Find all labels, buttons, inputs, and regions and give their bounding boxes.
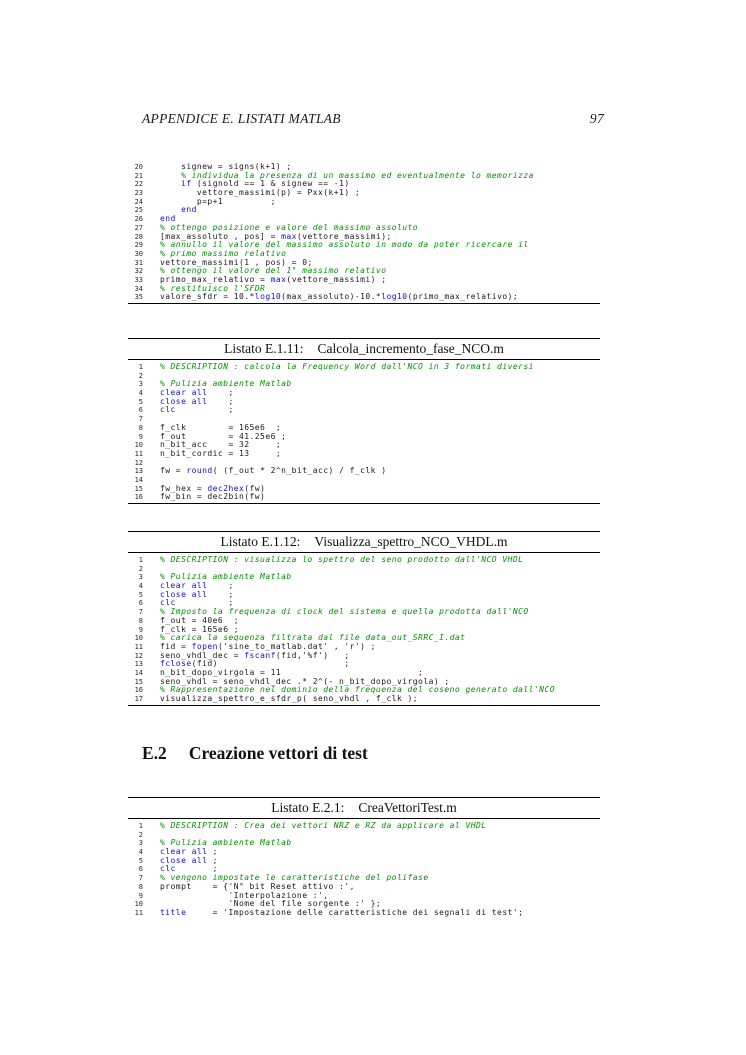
code-text xyxy=(160,266,386,275)
code-keyword: close all xyxy=(160,855,208,865)
code-line xyxy=(128,205,600,214)
code-line xyxy=(128,685,600,694)
code-line xyxy=(128,258,600,267)
code-line xyxy=(128,284,600,293)
code-line xyxy=(128,379,600,388)
code-text xyxy=(160,891,329,900)
code-text xyxy=(160,677,450,686)
code-text xyxy=(160,397,234,406)
code-text xyxy=(160,856,218,865)
code-plain: n_bit_acc = 32 ; xyxy=(160,440,282,450)
code-text xyxy=(160,694,418,703)
code-comment: % Pulizia ambiente Matlab xyxy=(160,838,292,848)
code-comment: % annullo il valore del massimo assoluto in modo da poter ricercare il xyxy=(160,240,529,250)
code-keyword: end xyxy=(160,214,176,224)
code-text xyxy=(160,685,555,694)
code-line xyxy=(128,581,600,590)
code-line xyxy=(128,564,600,573)
code-plain xyxy=(160,205,181,214)
code-text xyxy=(160,258,313,267)
line-number: 23 xyxy=(134,189,143,198)
code-plain: p=p+1 ; xyxy=(160,196,276,206)
code-line xyxy=(128,484,600,493)
code-line xyxy=(128,362,600,371)
line-number: 9 xyxy=(138,891,143,900)
section-number: E.2 xyxy=(142,743,167,763)
code-text xyxy=(160,171,534,180)
code-text xyxy=(160,625,239,634)
code-comment: % restituisco l'SFDR xyxy=(160,283,266,293)
line-number: 21 xyxy=(134,171,143,180)
code-keyword: fclose xyxy=(160,659,192,669)
section-title: Creazione vettori di test xyxy=(188,743,368,763)
code-line xyxy=(128,449,600,458)
line-number: 6 xyxy=(138,599,143,608)
code-text xyxy=(160,864,218,873)
code-plain: seno_vhdl = seno_vhdl_dec .* 2^(- n_bit_dopo_virgola) ; xyxy=(160,676,450,686)
code-text xyxy=(160,362,534,371)
code-line xyxy=(128,397,600,406)
line-number: 29 xyxy=(134,241,143,250)
code-text xyxy=(160,223,418,232)
code-line xyxy=(128,179,600,188)
code-plain: f_out = 41.25e6 ; xyxy=(160,431,287,441)
code-line xyxy=(128,423,600,432)
line-number: 28 xyxy=(134,232,143,241)
code-keyword: max xyxy=(270,274,287,284)
line-number: 14 xyxy=(134,475,143,484)
code-comment: % DESCRIPTION : calcola la Frequency Word dall'NCO in 3 formati diversi xyxy=(160,362,534,371)
code-keyword: if xyxy=(181,179,192,189)
code-plain: ; xyxy=(207,581,234,591)
listing-rule xyxy=(128,705,600,706)
code-line xyxy=(128,694,600,703)
code-text xyxy=(160,838,292,847)
code-comment: % Pulizia ambiente Matlab xyxy=(160,572,292,582)
line-number: 8 xyxy=(138,882,143,891)
code-text xyxy=(160,466,386,475)
code-keyword: clc xyxy=(160,864,176,874)
code-text xyxy=(160,249,286,258)
code-keyword: end xyxy=(181,205,197,215)
code-comment: % Imposto la frequenza di clock del sistema e quella prodotta dall'NCO xyxy=(160,607,529,617)
code-plain: f_out = 40e6 ; xyxy=(160,615,239,625)
code-plain: n_bit_cordic = 13 ; xyxy=(160,448,282,458)
code-keyword: max xyxy=(281,231,297,241)
section-heading xyxy=(142,743,368,764)
code-line xyxy=(128,616,600,625)
code-line xyxy=(128,197,600,206)
code-text xyxy=(160,240,529,249)
code-body xyxy=(128,553,600,705)
code-text xyxy=(160,205,197,214)
code-line xyxy=(128,882,600,891)
line-number: 13 xyxy=(134,467,143,476)
code-line xyxy=(128,633,600,642)
line-number: 4 xyxy=(138,848,143,857)
running-title: APPENDICE E. LISTATI MATLAB xyxy=(142,111,341,126)
listing-caption-label: Listato E.2.1: xyxy=(271,800,345,815)
code-plain: ; xyxy=(175,864,218,874)
line-number: 15 xyxy=(134,677,143,686)
code-keyword: clear all xyxy=(160,388,208,398)
line-number: 1 xyxy=(138,556,143,564)
line-number: 24 xyxy=(134,197,143,206)
code-line xyxy=(128,492,600,501)
code-plain: fid = xyxy=(160,641,192,651)
code-line xyxy=(128,821,600,830)
code-line xyxy=(128,275,600,284)
code-plain: (fw) xyxy=(244,483,266,493)
code-text xyxy=(160,616,239,625)
code-line xyxy=(128,830,600,839)
line-number: 17 xyxy=(134,695,143,703)
code-plain: fw = xyxy=(160,466,187,476)
code-plain: (max_assoluto)-10.* xyxy=(281,292,382,302)
code-listing-continuation xyxy=(128,160,600,304)
code-line xyxy=(128,607,600,616)
line-number: 16 xyxy=(134,686,143,695)
code-text xyxy=(160,572,292,581)
code-plain: ; xyxy=(207,855,218,865)
code-text xyxy=(160,214,176,223)
line-number: 15 xyxy=(134,484,143,493)
listing-caption xyxy=(128,798,600,818)
code-text xyxy=(160,371,165,380)
code-text xyxy=(160,908,523,917)
code-line xyxy=(128,232,600,241)
code-keyword: title xyxy=(160,907,187,917)
code-plain: (primo_max_relativo); xyxy=(407,292,519,302)
line-number: 26 xyxy=(134,215,143,224)
code-line xyxy=(128,899,600,908)
code-text xyxy=(160,607,529,616)
code-text xyxy=(160,188,360,197)
code-body xyxy=(128,360,600,503)
code-line xyxy=(128,847,600,856)
line-number: 22 xyxy=(134,180,143,189)
code-line xyxy=(128,856,600,865)
line-number: 35 xyxy=(134,293,143,302)
code-text xyxy=(160,162,292,171)
line-number: 11 xyxy=(134,449,143,458)
code-line xyxy=(128,873,600,882)
code-text xyxy=(160,555,523,564)
code-keyword: close all xyxy=(160,589,208,599)
code-plain: valore_sfdr = 10.* xyxy=(160,292,255,302)
line-number: 6 xyxy=(138,406,143,415)
code-line xyxy=(128,864,600,873)
code-line xyxy=(128,240,600,249)
code-plain: signew = signs(k+1) ; xyxy=(160,162,292,171)
listing-caption-filename: CreaVettoriTest.m xyxy=(358,800,457,815)
code-comment: % carica la sequenza filtrata dal file data_out_SRRC_I.dat xyxy=(160,633,466,643)
code-listing-e-1-12 xyxy=(128,531,600,706)
code-line xyxy=(128,891,600,900)
code-text xyxy=(160,830,165,839)
line-number: 4 xyxy=(138,582,143,591)
line-number: 1 xyxy=(138,363,143,371)
code-text xyxy=(160,179,350,188)
code-text xyxy=(160,668,423,677)
line-number: 11 xyxy=(134,642,143,651)
line-number: 25 xyxy=(134,206,143,215)
line-number: 12 xyxy=(134,458,143,467)
code-text xyxy=(160,492,265,501)
code-line xyxy=(128,188,600,197)
code-text xyxy=(160,633,465,642)
line-number: 14 xyxy=(134,668,143,677)
code-text xyxy=(160,847,218,856)
line-number: 27 xyxy=(134,223,143,232)
listing-caption-label: Listato E.1.12: xyxy=(220,534,301,549)
page-number: 97 xyxy=(589,111,604,126)
code-plain: 'Nome del file sorgente :' }; xyxy=(160,899,382,909)
code-plain: = 'Impostazione delle caratteristiche dei segnali di test'; xyxy=(186,907,524,917)
code-listing-e-2-1 xyxy=(128,797,600,919)
code-plain: (vettore_massimi); xyxy=(296,231,392,241)
code-line xyxy=(128,625,600,634)
code-text xyxy=(160,581,234,590)
code-line xyxy=(128,249,600,258)
line-number: 16 xyxy=(134,493,143,502)
line-number: 12 xyxy=(134,651,143,660)
code-plain: (signold == 1 & signew == -1) xyxy=(191,179,350,189)
code-text xyxy=(160,449,281,458)
code-line xyxy=(128,668,600,677)
line-number: 6 xyxy=(138,865,143,874)
code-plain: prompt = {'N° bit Reset attivo :', xyxy=(160,881,355,891)
code-comment: % DESCRIPTION : visualizza lo spettro del seno prodotto dall'NCO VHDL xyxy=(160,555,524,564)
line-number: 33 xyxy=(134,275,143,284)
line-number: 8 xyxy=(138,616,143,625)
code-line xyxy=(128,555,600,564)
line-number: 10 xyxy=(134,634,143,643)
code-text xyxy=(160,284,265,293)
code-line xyxy=(128,651,600,660)
code-line xyxy=(128,677,600,686)
code-text xyxy=(160,873,429,882)
code-plain: ; xyxy=(207,396,234,406)
code-comment: % individua la presenza di un massimo ed eventualmente lo memorizza xyxy=(160,170,534,180)
code-text xyxy=(160,484,265,493)
line-number: 3 xyxy=(138,573,143,582)
code-line xyxy=(128,475,600,484)
code-line xyxy=(128,388,600,397)
code-text xyxy=(160,197,276,206)
code-comment: % Pulizia ambiente Matlab xyxy=(160,379,292,389)
code-line xyxy=(128,405,600,414)
code-plain: fw_bin = dec2bin(fw) xyxy=(160,492,266,502)
line-number: 4 xyxy=(138,389,143,398)
code-text xyxy=(160,232,392,241)
code-text xyxy=(160,292,518,301)
code-text xyxy=(160,821,487,830)
code-comment: % ottengo il valore del 1° massimo relativo xyxy=(160,266,387,276)
listing-caption xyxy=(128,339,600,359)
code-line xyxy=(128,642,600,651)
code-line xyxy=(128,590,600,599)
code-line xyxy=(128,838,600,847)
code-line xyxy=(128,440,600,449)
line-number: 10 xyxy=(134,900,143,909)
line-number: 34 xyxy=(134,284,143,293)
code-plain: vettore_massimi(1 , pos) = 0; xyxy=(160,257,313,267)
code-text xyxy=(160,651,350,660)
code-keyword: fscanf xyxy=(244,650,276,660)
line-number: 13 xyxy=(134,660,143,669)
line-number: 31 xyxy=(134,258,143,267)
code-line xyxy=(128,458,600,467)
code-text xyxy=(160,899,381,908)
line-number: 5 xyxy=(138,590,143,599)
page-header xyxy=(142,111,604,127)
code-line xyxy=(128,432,600,441)
listing-rule xyxy=(128,303,600,304)
code-plain: f_clk = 165e6 ; xyxy=(160,422,282,432)
line-number: 2 xyxy=(138,371,143,380)
code-keyword: log10 xyxy=(381,292,408,302)
code-line xyxy=(128,162,600,171)
code-plain: ; xyxy=(175,405,234,415)
line-number: 7 xyxy=(138,608,143,617)
code-text xyxy=(160,388,234,397)
code-line xyxy=(128,466,600,475)
code-keyword: clc xyxy=(160,405,176,415)
listing-caption-filename: Calcola_incremento_fase_NCO.m xyxy=(317,341,504,356)
code-text xyxy=(160,423,281,432)
code-plain: visualizza_spettro_e_sfdr_p( seno_vhdl , f_clk ); xyxy=(160,694,419,703)
line-number: 8 xyxy=(138,423,143,432)
code-comment: % ottengo posizione e valore del massimo assoluto xyxy=(160,222,419,232)
code-text xyxy=(160,432,286,441)
code-plain xyxy=(160,179,181,188)
code-plain: (vettore_massimi) ; xyxy=(286,274,387,284)
code-text xyxy=(160,590,234,599)
code-line xyxy=(128,572,600,581)
line-number: 5 xyxy=(138,856,143,865)
code-keyword: clc xyxy=(160,598,176,608)
code-text xyxy=(160,458,165,467)
line-number: 2 xyxy=(138,564,143,573)
code-keyword: log10 xyxy=(254,292,282,302)
code-text xyxy=(160,379,292,388)
code-line xyxy=(128,598,600,607)
line-number: 7 xyxy=(138,874,143,883)
code-body xyxy=(128,160,600,303)
code-line xyxy=(128,171,600,180)
line-number: 30 xyxy=(134,249,143,258)
line-number: 9 xyxy=(138,432,143,441)
line-number: 5 xyxy=(138,397,143,406)
code-plain: vettore_massimi(p) = Pxx(k+1) ; xyxy=(160,188,361,198)
code-plain: primo_max_relativo = xyxy=(160,274,271,284)
code-body xyxy=(128,819,600,919)
code-plain: ; xyxy=(207,388,234,398)
line-number: 2 xyxy=(138,830,143,839)
code-comment: % Rappresentazione nel dominio della frequenza del coseno generato dall'NCO xyxy=(160,685,555,695)
code-plain: f_clk = 165e6 ; xyxy=(160,624,239,634)
code-plain: ; xyxy=(175,598,234,608)
line-number: 1 xyxy=(138,822,143,830)
line-number: 20 xyxy=(134,163,143,171)
code-line xyxy=(128,292,600,301)
code-line xyxy=(128,908,600,917)
code-text xyxy=(160,275,386,284)
line-number: 7 xyxy=(138,415,143,424)
code-text xyxy=(160,405,234,414)
code-plain: (fid,'%f') ; xyxy=(275,650,350,660)
code-keyword: clear all xyxy=(160,847,208,857)
listing-caption-label: Listato E.1.11: xyxy=(224,341,304,356)
code-text xyxy=(160,882,355,891)
code-plain: ; xyxy=(207,589,234,599)
code-keyword: close all xyxy=(160,396,208,406)
code-comment: % vengono impostate le caratteristiche del polifase xyxy=(160,873,429,883)
line-number: 3 xyxy=(138,380,143,389)
code-text xyxy=(160,659,350,668)
code-plain: seno_vhdl_dec = xyxy=(160,650,245,660)
code-comment: % DESCRIPTION : Crea dei vettori NRZ e RZ da applicare al VHDL xyxy=(160,821,487,830)
code-listing-e-1-11 xyxy=(128,338,600,504)
code-plain: [max_assoluto , pos] = xyxy=(160,231,282,241)
code-plain: ('sine_to_matlab.dat' , 'r') ; xyxy=(217,641,376,651)
code-text xyxy=(160,642,376,651)
code-line xyxy=(128,371,600,380)
code-line xyxy=(128,659,600,668)
line-number: 11 xyxy=(134,908,143,917)
code-plain: ( (f_out * 2^n_bit_acc) / f_clk ) xyxy=(212,466,387,476)
code-text xyxy=(160,598,234,607)
code-line xyxy=(128,266,600,275)
line-number: 9 xyxy=(138,625,143,634)
line-number: 3 xyxy=(138,839,143,848)
listing-caption-filename: Visualizza_spettro_NCO_VHDL.m xyxy=(314,534,508,549)
code-text xyxy=(160,564,165,573)
code-plain: fw_hex = xyxy=(160,483,208,493)
code-plain: n_bit_dopo_virgola = 11 ; xyxy=(160,667,424,677)
code-plain: 'Interpolazione :', xyxy=(160,890,329,900)
code-keyword: round xyxy=(186,466,213,476)
code-comment: % primo massimo relativo xyxy=(160,248,287,258)
code-plain: ; xyxy=(207,847,218,857)
code-keyword: fopen xyxy=(191,641,218,651)
line-number: 32 xyxy=(134,267,143,276)
code-text xyxy=(160,414,165,423)
listing-rule xyxy=(128,503,600,504)
listing-caption xyxy=(128,532,600,552)
code-plain: (fid) ; xyxy=(191,659,350,669)
code-text xyxy=(160,440,281,449)
code-line xyxy=(128,223,600,232)
code-keyword: clear all xyxy=(160,581,208,591)
code-line xyxy=(128,414,600,423)
code-text xyxy=(160,475,165,484)
code-line xyxy=(128,214,600,223)
line-number: 10 xyxy=(134,441,143,450)
code-keyword: dec2hex xyxy=(207,483,245,493)
